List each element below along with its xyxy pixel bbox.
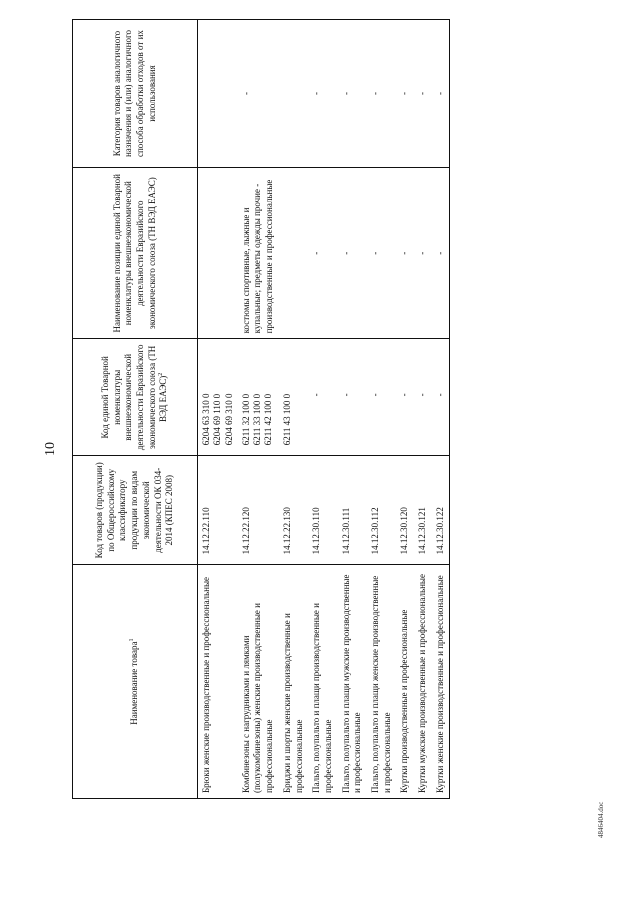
cell-tnved-position: - [367, 168, 396, 339]
cell-tnved-position: - [338, 168, 367, 339]
table-body [198, 20, 450, 799]
tnved-code: - [399, 393, 410, 397]
header-tnved-position: Наименование позиции единой Товарной номенклатуры внешнеэкономической деятельности Евразийского экономического союза (ТН ВЭД ЕАЭС) [73, 168, 198, 339]
cell-tnved-position: - [432, 168, 450, 339]
cell-tnved-position: - [396, 168, 414, 339]
cell-tnved-code [238, 339, 279, 456]
cell-category: - [338, 20, 367, 168]
table-row [279, 20, 308, 799]
footer-doc-id: 4846404.doc [597, 801, 605, 838]
cell-tnved-position: - [414, 168, 432, 339]
cell-goods-name: Куртки женские производственные и профессиональные [432, 565, 450, 799]
cell-category: - [414, 20, 432, 168]
tnved-code: - [369, 393, 380, 397]
cell-tnved-position: костюмы спортивные, лыжные и купальные; предметы одежды прочие - производственные и профессиональные [238, 168, 279, 339]
cell-tnved-code [396, 339, 414, 456]
cell-tnved-code [432, 339, 450, 456]
cell-okpd-code: 14.12.30.122 [432, 456, 450, 565]
tnved-code: - [417, 393, 427, 397]
cell-goods-name: Пальто, полупальто и плащи женские производственные и профессиональные [367, 565, 396, 799]
cell-goods-name: Пальто, полупальто и плащи производственные и профессиональные [308, 565, 337, 799]
cell-goods-name: Комбинезоны с нагрудниками и лямками (полукомбинезоны) женские производственные и профессиональные [238, 565, 279, 799]
cell-tnved-code [198, 339, 238, 456]
header-goods-name: Наименование товара$^1$ [73, 565, 198, 799]
table-row [308, 20, 337, 799]
cell-category: - [308, 20, 337, 168]
cell-goods-name: Пальто, полупальто и плащи мужские производственные и профессиональные [338, 565, 367, 799]
tnved-code: 6204 63 310 0 [201, 393, 211, 446]
cell-tnved-code [414, 339, 432, 456]
tnved-code: 6211 33 100 0 [252, 393, 262, 446]
cell-category [279, 20, 308, 168]
cell-tnved-position [279, 168, 308, 339]
cell-category: - [367, 20, 396, 168]
table-row [338, 20, 367, 799]
cell-tnved-code [338, 339, 367, 456]
table-row [414, 20, 432, 799]
tnved-code: - [311, 393, 322, 397]
rotated-table-sheet [72, 19, 592, 799]
tnved-code: 6204 69 310 0 [223, 393, 234, 446]
cell-okpd-code: 14.12.22.110 [198, 456, 238, 565]
table-row [198, 20, 238, 799]
cell-okpd-code: 14.12.30.121 [414, 456, 432, 565]
cell-okpd-code: 14.12.30.111 [338, 456, 367, 565]
table-row [396, 20, 414, 799]
table-row [238, 20, 279, 799]
tnved-code: - [340, 393, 351, 397]
tnved-code: 6211 42 100 0 [263, 393, 274, 446]
cell-category: - [396, 20, 414, 168]
cell-okpd-code: 14.12.30.120 [396, 456, 414, 565]
cell-tnved-code [308, 339, 337, 456]
header-okpd-code: Код товаров (продукции) по Общероссийскому классификатору продукции по видам экономической деятельности ОК 034-2014 (КПЕС 2008) [73, 456, 198, 565]
cell-category: - [432, 20, 450, 168]
header-category: Категория товаров аналогичного назначения и (или) аналогичного способа обработки отходов от их использования [73, 20, 198, 168]
header-tnved-code: Код единой Товарной номенклатуры внешнеэкономической деятельности Евразийского экономического союза (ТН ВЭД ЕАЭС)$^2$ [73, 339, 198, 456]
cell-goods-name: Куртки производственные и профессиональные [396, 565, 414, 799]
cell-category [198, 20, 238, 168]
cell-tnved-position: - [308, 168, 337, 339]
tnved-code: 6211 43 100 0 [281, 393, 292, 446]
cell-goods-name: Бриджи и шорты женские производственные и профессиональные [279, 565, 308, 799]
page-number: 10 [43, 442, 58, 456]
cell-goods-name: Брюки женские производственные и профессиональные [198, 565, 238, 799]
cell-goods-name: Куртки мужские производственные и профессиональные [414, 565, 432, 799]
goods-table [72, 19, 450, 799]
cell-tnved-code [367, 339, 396, 456]
cell-category: - [238, 20, 279, 168]
cell-tnved-position [198, 168, 238, 339]
tnved-code: 6211 32 100 0 [240, 393, 251, 446]
cell-tnved-code [279, 339, 308, 456]
table-row [432, 20, 450, 799]
tnved-code: 6204 69 110 0 [212, 393, 223, 446]
table-header [73, 20, 198, 799]
cell-okpd-code: 14.12.30.110 [308, 456, 337, 565]
cell-okpd-code: 14.12.30.112 [367, 456, 396, 565]
tnved-code: - [434, 393, 445, 397]
table-row [367, 20, 396, 799]
cell-okpd-code: 14.12.22.120 [238, 456, 279, 565]
cell-okpd-code: 14.12.22.130 [279, 456, 308, 565]
